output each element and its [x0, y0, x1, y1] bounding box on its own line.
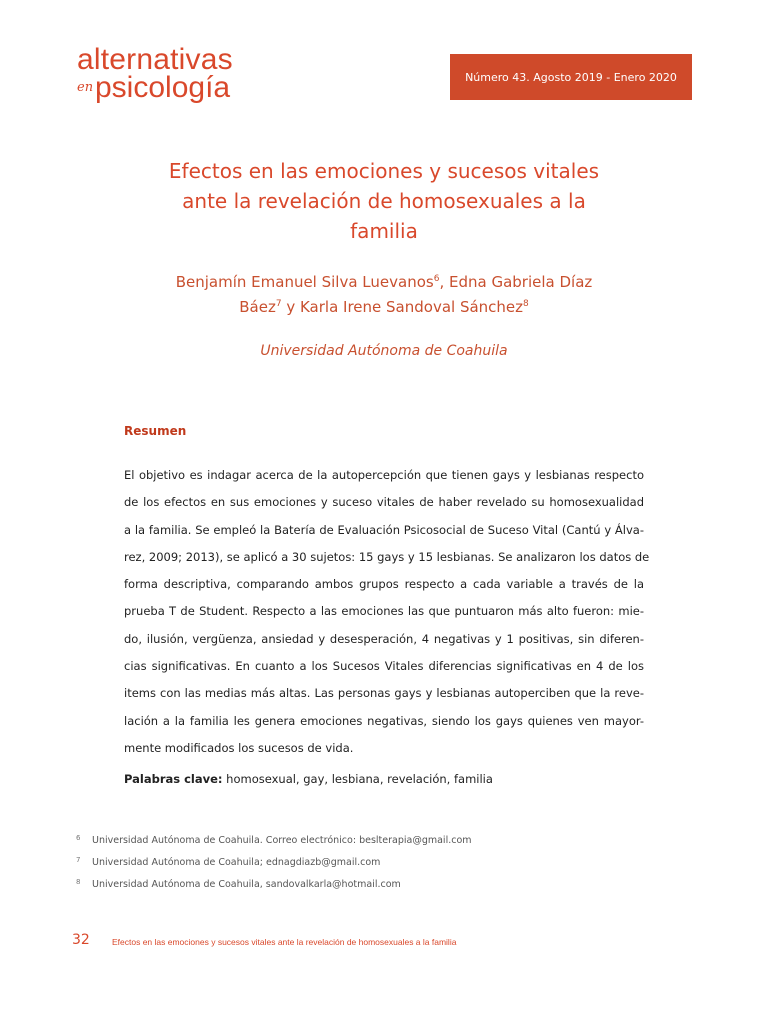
abstract-line: items con las medias más altas. Las personas gays y lesbianas autoperciben que la reve- [124, 686, 644, 701]
abstract-text [124, 462, 650, 762]
abstract-line: cias significativas. En cuanto a los Sucesos Vitales diferencias significativas en 4 de los [124, 659, 644, 674]
keywords [124, 772, 644, 786]
title-line: familia [350, 219, 418, 243]
author-name: Benjamín Emanuel Silva Luevanos [175, 273, 434, 291]
page-number: 32 [72, 932, 90, 948]
logo-en: en [77, 80, 94, 95]
footnote-text: Universidad Autónoma de Coahuila. Correo electrónico: beslterapia@gmail.com [92, 835, 472, 846]
footnote [76, 856, 696, 878]
abstract-line: El objetivo es indagar acerca de la autopercepción que tienen gays y lesbianas respecto [124, 468, 644, 482]
keywords-values: homosexual, gay, lesbiana, revelación, familia [222, 772, 493, 786]
footnote-ref[interactable]: 6 [433, 274, 440, 284]
author-separator: , Edna Gabriela Díaz [439, 273, 593, 291]
running-title: Efectos en las emociones y sucesos vitales ante la revelación de homosexuales a la familia [112, 937, 457, 947]
footnotes [76, 834, 696, 900]
issue-badge: Número 43. Agosto 2019 - Enero 2020 [450, 54, 692, 100]
logo-line-1: alternativas [77, 43, 233, 76]
abstract-line: forma descriptiva, comparando ambos grupos respecto a cada variable a través de la [124, 577, 644, 592]
author-list [120, 270, 648, 320]
abstract-line: lación a la familia les genera emociones negativas, siendo los gays quienes ven mayor- [124, 713, 644, 728]
abstract-line: prueba T de Student. Respecto a las emociones las que puntuaron más alto fueron: mie- [124, 604, 644, 619]
footnote-number: 6 [76, 834, 81, 842]
abstract-line: rez, 2009; 2013), se aplicó a 30 sujetos: 15 gays y 15 lesbianas. Se analizaron los datos de [124, 549, 650, 564]
author-name: Báez [239, 298, 276, 316]
footnote-number: 7 [76, 856, 81, 864]
journal-logo [77, 44, 277, 106]
author-separator: y Karla Irene Sandoval Sánchez [281, 298, 524, 316]
affiliation: Universidad Autónoma de Coahuila [260, 343, 508, 359]
abstract-heading: Resumen [124, 424, 187, 438]
footnote [76, 878, 696, 900]
footnote-ref[interactable]: 7 [275, 299, 282, 309]
footnote-ref[interactable]: 8 [523, 299, 529, 309]
abstract-line: do, ilusión, vergüenza, ansiedad y desesperación, 4 negativas y 1 positivas, sin diferen- [124, 631, 644, 646]
footnote [76, 834, 696, 856]
logo-line-2: psicología [95, 71, 231, 104]
footnote-text: Universidad Autónoma de Coahuila, sandovalkarla@hotmail.com [92, 879, 401, 890]
article-title [130, 156, 638, 246]
abstract-line: de los efectos en sus emociones y suceso vitales de haber revelado su homosexualidad [124, 495, 644, 510]
footnote-text: Universidad Autónoma de Coahuila; ednagdiazb@gmail.com [92, 857, 381, 868]
title-line: Efectos en las emociones y sucesos vitales [168, 159, 600, 183]
keywords-label: Palabras clave: [124, 772, 223, 786]
title-line: ante la revelación de homosexuales a la [182, 189, 586, 213]
footnote-number: 8 [76, 878, 81, 886]
abstract-line: a la familia. Se empleó la Batería de Evaluación Psicosocial de Suceso Vital (Cantú y Álva- [124, 522, 644, 537]
abstract-line: mente modificados los sucesos de vida. [124, 740, 354, 755]
